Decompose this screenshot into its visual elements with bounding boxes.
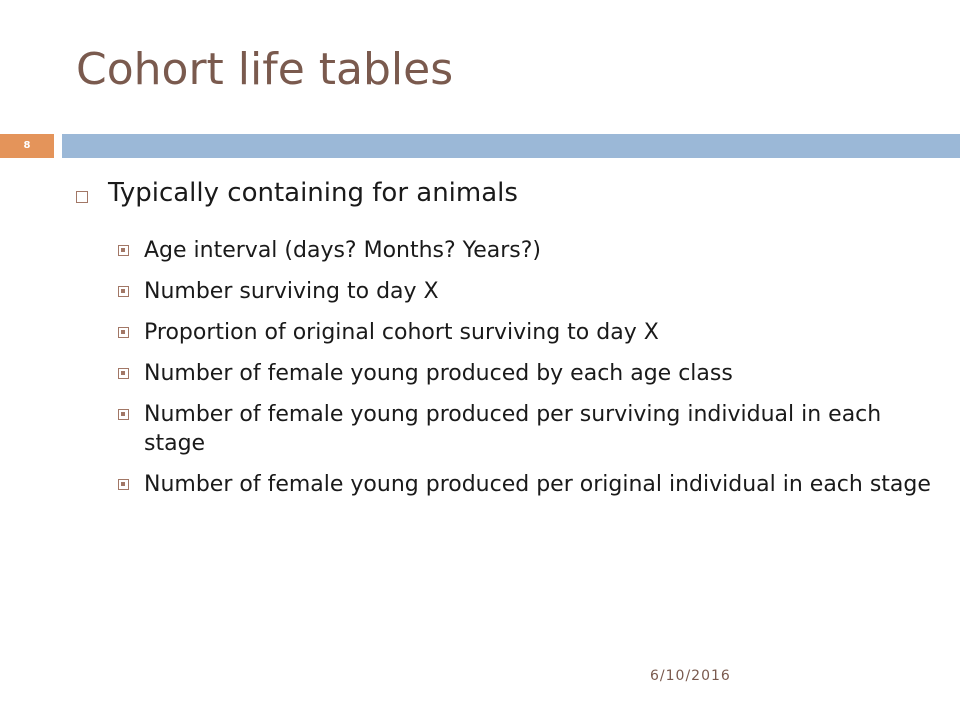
footer-date: 6/10/2016 <box>650 668 731 684</box>
list-item <box>118 318 938 347</box>
list-item-text: Proportion of original cohort surviving to day X <box>144 320 659 345</box>
list-item <box>118 277 938 306</box>
bullet-heading-text: Typically containing for animals <box>108 178 518 208</box>
filled-square-bullet-icon <box>118 479 129 490</box>
slide-number: 8 <box>23 140 31 151</box>
list-item <box>118 236 938 265</box>
filled-square-bullet-icon <box>118 327 129 338</box>
list-item <box>118 470 938 499</box>
list-item-text: Number of female young produced per original individual in each stage <box>144 472 931 497</box>
list-item-text: Number of female young produced by each age class <box>144 361 733 386</box>
hollow-square-bullet-icon <box>76 191 88 203</box>
list-item <box>118 359 938 388</box>
filled-square-bullet-icon <box>118 286 129 297</box>
header-divider-bar <box>62 134 960 158</box>
filled-square-bullet-icon <box>118 409 129 420</box>
list-item-text: Age interval (days? Months? Years?) <box>144 238 541 263</box>
slide-number-badge <box>0 134 54 158</box>
filled-square-bullet-icon <box>118 368 129 379</box>
list-item-text: Number of female young produced per surviving individual in each stage <box>144 402 882 456</box>
filled-square-bullet-icon <box>118 245 129 256</box>
list-item-text: Number surviving to day X <box>144 279 439 304</box>
list-item <box>118 400 938 458</box>
slide-title: Cohort life tables <box>76 44 454 95</box>
sub-bullet-list <box>118 236 938 511</box>
